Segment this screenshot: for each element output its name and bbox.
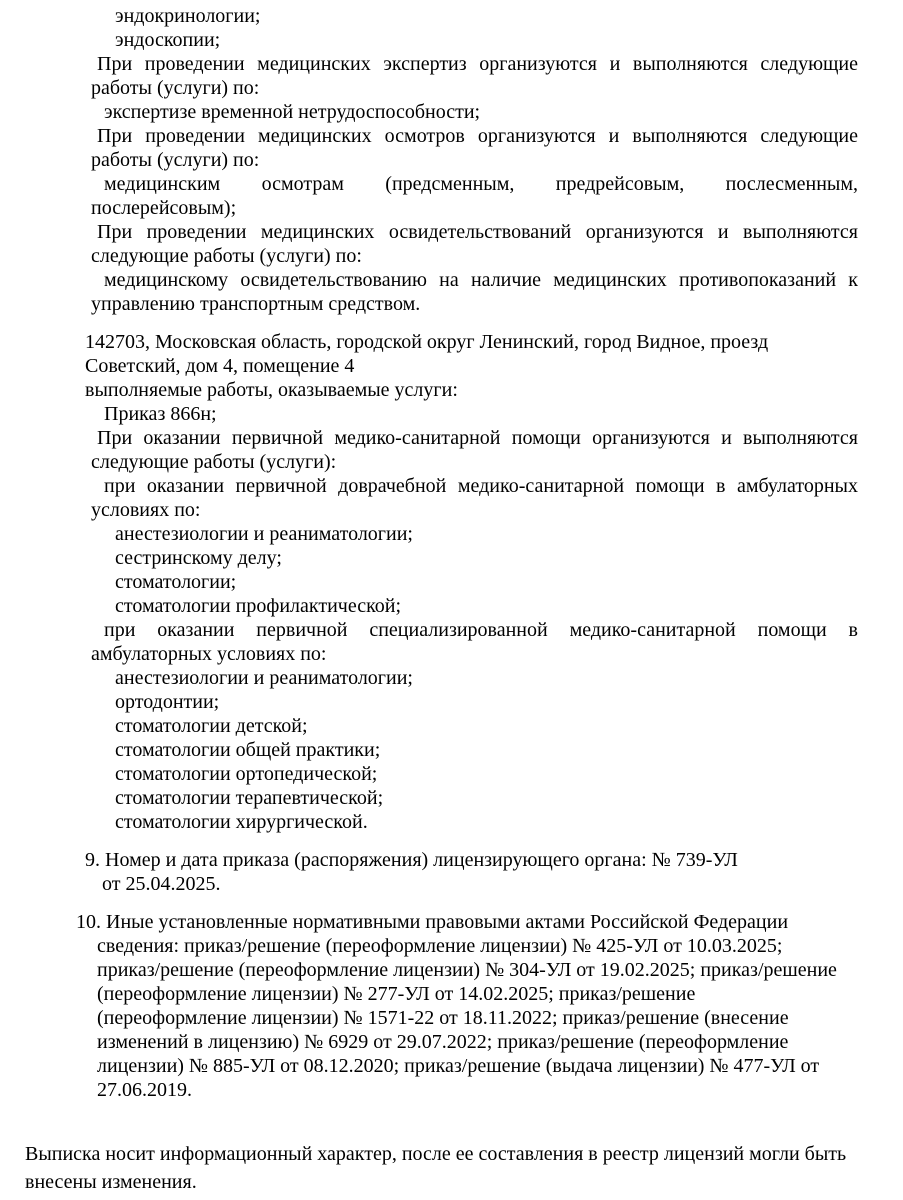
doc-line: стоматологии ортопедической; <box>115 763 378 785</box>
doc-line: при оказании первичной доврачебной медико-санитарной помощи в амбулаторных <box>104 475 858 497</box>
doc-line: выполняемые работы, оказываемые услуги: <box>85 379 458 401</box>
doc-line: управлению транспортным средством. <box>91 293 421 315</box>
document-lines <box>76 4 858 1102</box>
doc-line: При проведении медицинских экспертиз организуются и выполняются следующие <box>97 53 858 75</box>
doc-line: лицензии) № 885-УЛ от 08.12.2020; приказ/решение (выдача лицензии) № 477-УЛ от <box>97 1055 820 1077</box>
doc-line: экспертизе временной нетрудоспособности; <box>104 101 481 123</box>
doc-line: анестезиологии и реаниматологии; <box>115 667 413 689</box>
doc-line: При проведении медицинских осмотров организуются и выполняются следующие <box>97 125 858 147</box>
doc-line: медицинским осмотрам (предсменным, предрейсовым, послесменным, <box>104 173 858 195</box>
doc-line: послерейсовым); <box>91 197 237 219</box>
doc-line: стоматологии детской; <box>115 715 308 737</box>
doc-line: Советский, дом 4, помещение 4 <box>85 355 355 377</box>
doc-line: (переоформление лицензии) № 1571-22 от 18.11.2022; приказ/решение (внесение <box>97 1007 789 1029</box>
doc-line: сестринскому делу; <box>115 547 282 569</box>
doc-line: сведения: приказ/решение (переоформление лицензии) № 425-УЛ от 10.03.2025; <box>97 935 783 957</box>
doc-line: эндоскопии; <box>115 29 221 51</box>
doc-line: Приказ 866н; <box>104 403 217 425</box>
doc-line: изменений в лицензию) № 6929 от 29.07.2022; приказ/решение (переоформление <box>97 1031 789 1053</box>
doc-line: стоматологии терапевтической; <box>115 787 384 809</box>
doc-line: При оказании первичной медико-санитарной помощи организуются и выполняются <box>97 427 858 449</box>
doc-line: амбулаторных условиях по: <box>91 643 327 665</box>
doc-line: 142703, Московская область, городской округ Ленинский, город Видное, проезд <box>85 331 769 353</box>
doc-line: эндокринологии; <box>115 5 261 27</box>
doc-line: медицинскому освидетельствованию на наличие медицинских противопоказаний к <box>104 269 858 291</box>
footer-disclaimer-line-1: Выписка носит информационный характер, после ее составления в реестр лицензий могли быть <box>25 1143 847 1165</box>
doc-line: от 25.04.2025. <box>102 873 221 895</box>
doc-line: стоматологии общей практики; <box>115 739 381 761</box>
document-footer <box>25 1140 887 1196</box>
doc-line: следующие работы (услуги): <box>91 451 337 473</box>
doc-line: работы (услуги) по: <box>91 77 260 99</box>
doc-line: стоматологии хирургической. <box>115 811 368 833</box>
doc-line: 10. Иные установленные нормативными правовыми актами Российской Федерации <box>76 911 789 933</box>
doc-line: работы (услуги) по: <box>91 149 260 171</box>
doc-line: приказ/решение (переоформление лицензии) № 304-УЛ от 19.02.2025; приказ/решение <box>97 959 837 981</box>
doc-line: 9. Номер и дата приказа (распоряжения) лицензирующего органа: № 739-УЛ <box>85 849 738 871</box>
doc-line: условиях по: <box>91 499 201 521</box>
doc-line: 27.06.2019. <box>97 1079 192 1101</box>
doc-line: стоматологии профилактической; <box>115 595 402 617</box>
doc-line: стоматологии; <box>115 571 237 593</box>
footer-disclaimer-line-2: внесены изменения. <box>25 1171 197 1193</box>
doc-line: следующие работы (услуги) по: <box>91 245 362 267</box>
doc-line: анестезиологии и реаниматологии; <box>115 523 413 545</box>
doc-line: ортодонтии; <box>115 691 220 713</box>
doc-line: при оказании первичной специализированной медико-санитарной помощи в <box>104 619 858 641</box>
doc-line: (переоформление лицензии) № 277-УЛ от 14.02.2025; приказ/решение <box>97 983 696 1005</box>
doc-line: При проведении медицинских освидетельствований организуются и выполняются <box>97 221 858 243</box>
